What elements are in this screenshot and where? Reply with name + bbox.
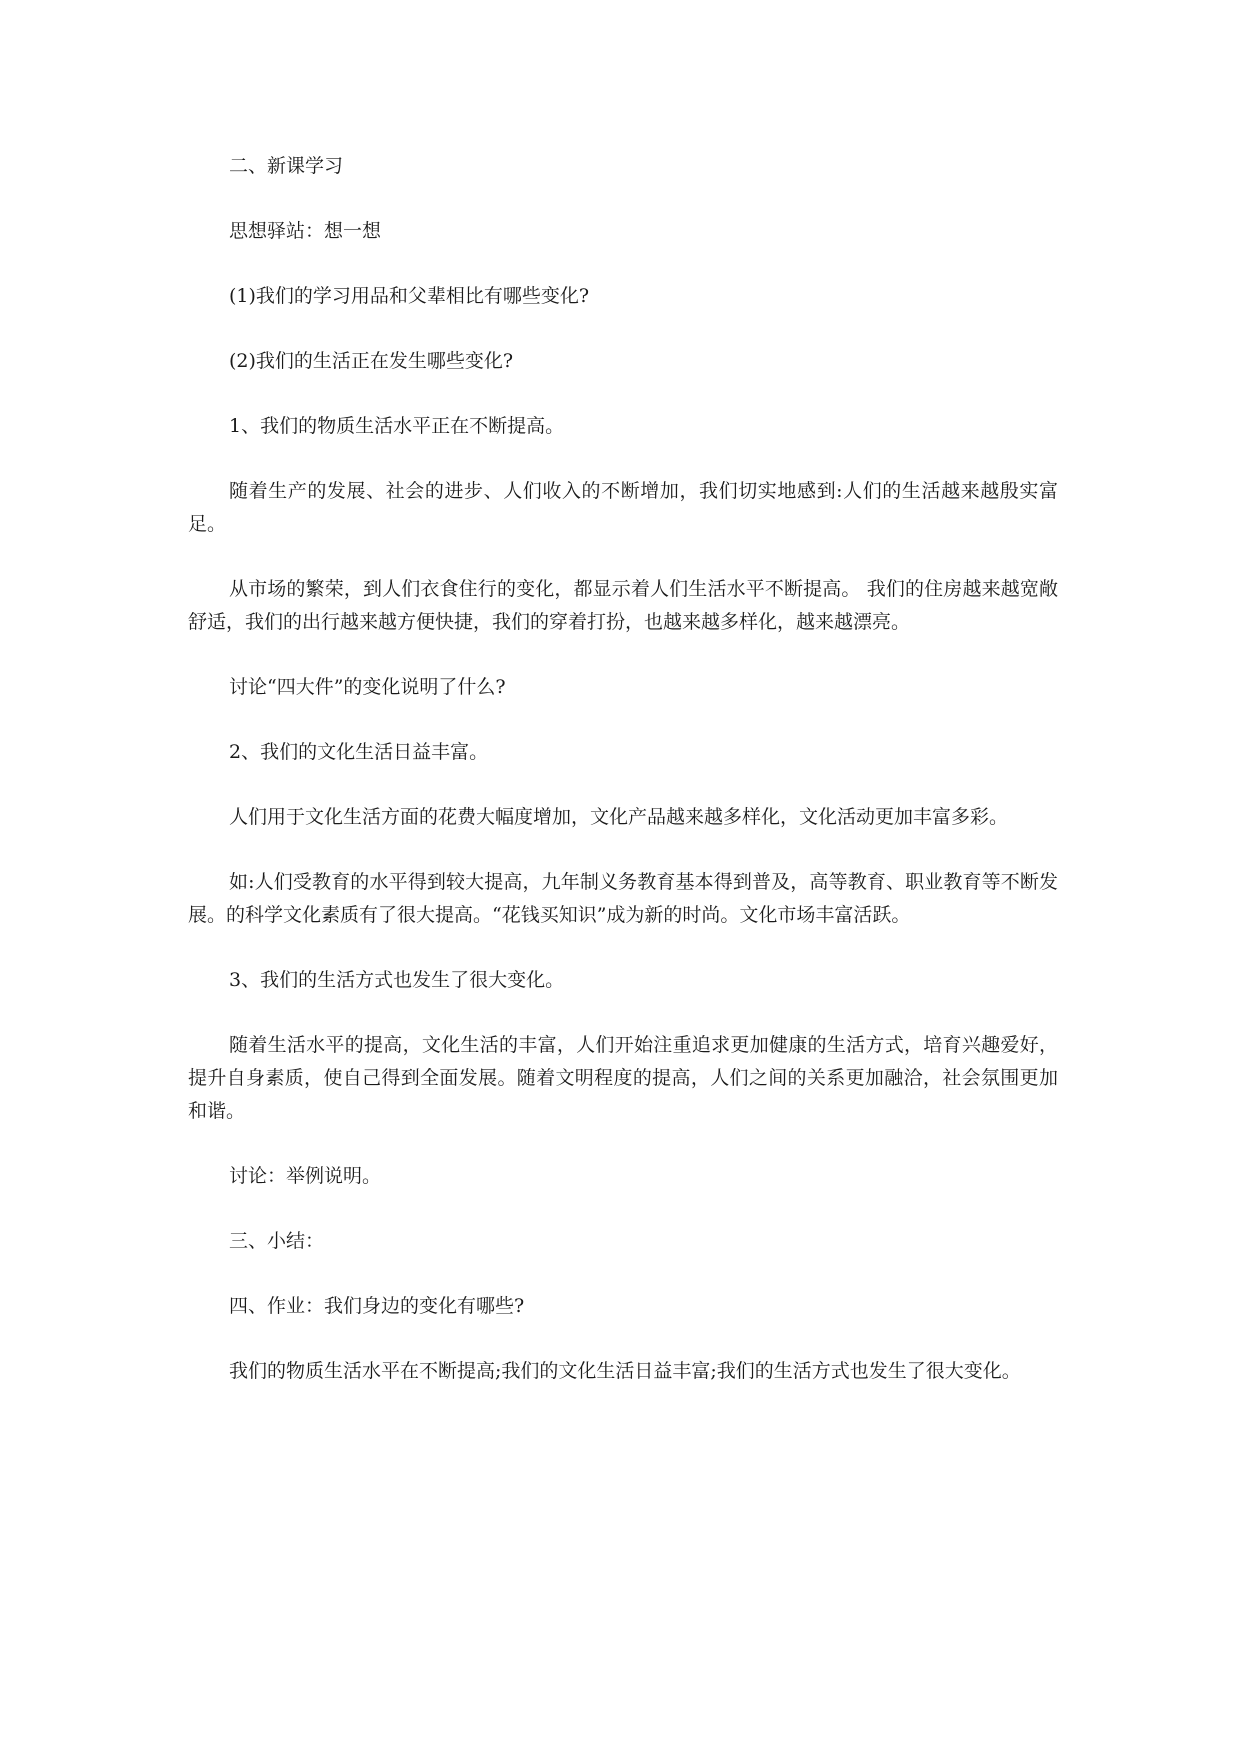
- section-heading-new-lesson: 二、新课学习: [229, 155, 344, 177]
- point-1-heading: 1、我们的物质生活水平正在不断提高。: [229, 415, 565, 437]
- point-2-heading: 2、我们的文化生活日益丰富。: [229, 741, 489, 763]
- question-2: (2)我们的生活正在发生哪些变化?: [229, 350, 514, 372]
- paragraph-market-prosperity: 从市场的繁荣，到人们衣食住行的变化，都显示着人们生活水平不断提高。 我们的住房越来越宽敞舒适，我们的出行越来越方便快捷，我们的穿着打扮，也越来越多样化，越来越漂亮。: [188, 578, 1058, 633]
- discussion-examples: 讨论：举例说明。: [229, 1165, 382, 1187]
- document-body: [188, 150, 1058, 1388]
- paragraph-material-life: 随着生产的发展、社会的进步、人们收入的不断增加，我们切实地感到:人们的生活越来越殷实富足。: [188, 480, 1058, 535]
- question-1: (1)我们的学习用品和父辈相比有哪些变化?: [229, 285, 590, 307]
- paragraph-cultural-spending: 人们用于文化生活方面的花费大幅度增加，文化产品越来越多样化，文化活动更加丰富多彩。: [229, 806, 1009, 828]
- subheading-thought-station: 思想驿站：想一想: [229, 220, 382, 242]
- point-3-heading: 3、我们的生活方式也发生了很大变化。: [229, 969, 565, 991]
- section-heading-homework: 四、作业：我们身边的变化有哪些?: [229, 1295, 525, 1317]
- discussion-four-items: 讨论“四大件”的变化说明了什么?: [229, 676, 506, 698]
- section-heading-summary: 三、小结：: [229, 1230, 325, 1252]
- paragraph-education-example: 如:人们受教育的水平得到较大提高，九年制义务教育基本得到普及，高等教育、职业教育等不断发展。的科学文化素质有了很大提高。“花钱买知识”成为新的时尚。文化市场丰富活跃。: [188, 871, 1058, 926]
- paragraph-lifestyle-change: 随着生活水平的提高，文化生活的丰富，人们开始注重追求更加健康的生活方式，培育兴趣爱好，提升自身素质，使自己得到全面发展。随着文明程度的提高，人们之间的关系更加融洽，社会氛围更加和谐。: [188, 1034, 1058, 1122]
- paragraph-homework-answer: 我们的物质生活水平在不断提高;我们的文化生活日益丰富;我们的生活方式也发生了很大变化。: [229, 1360, 1021, 1382]
